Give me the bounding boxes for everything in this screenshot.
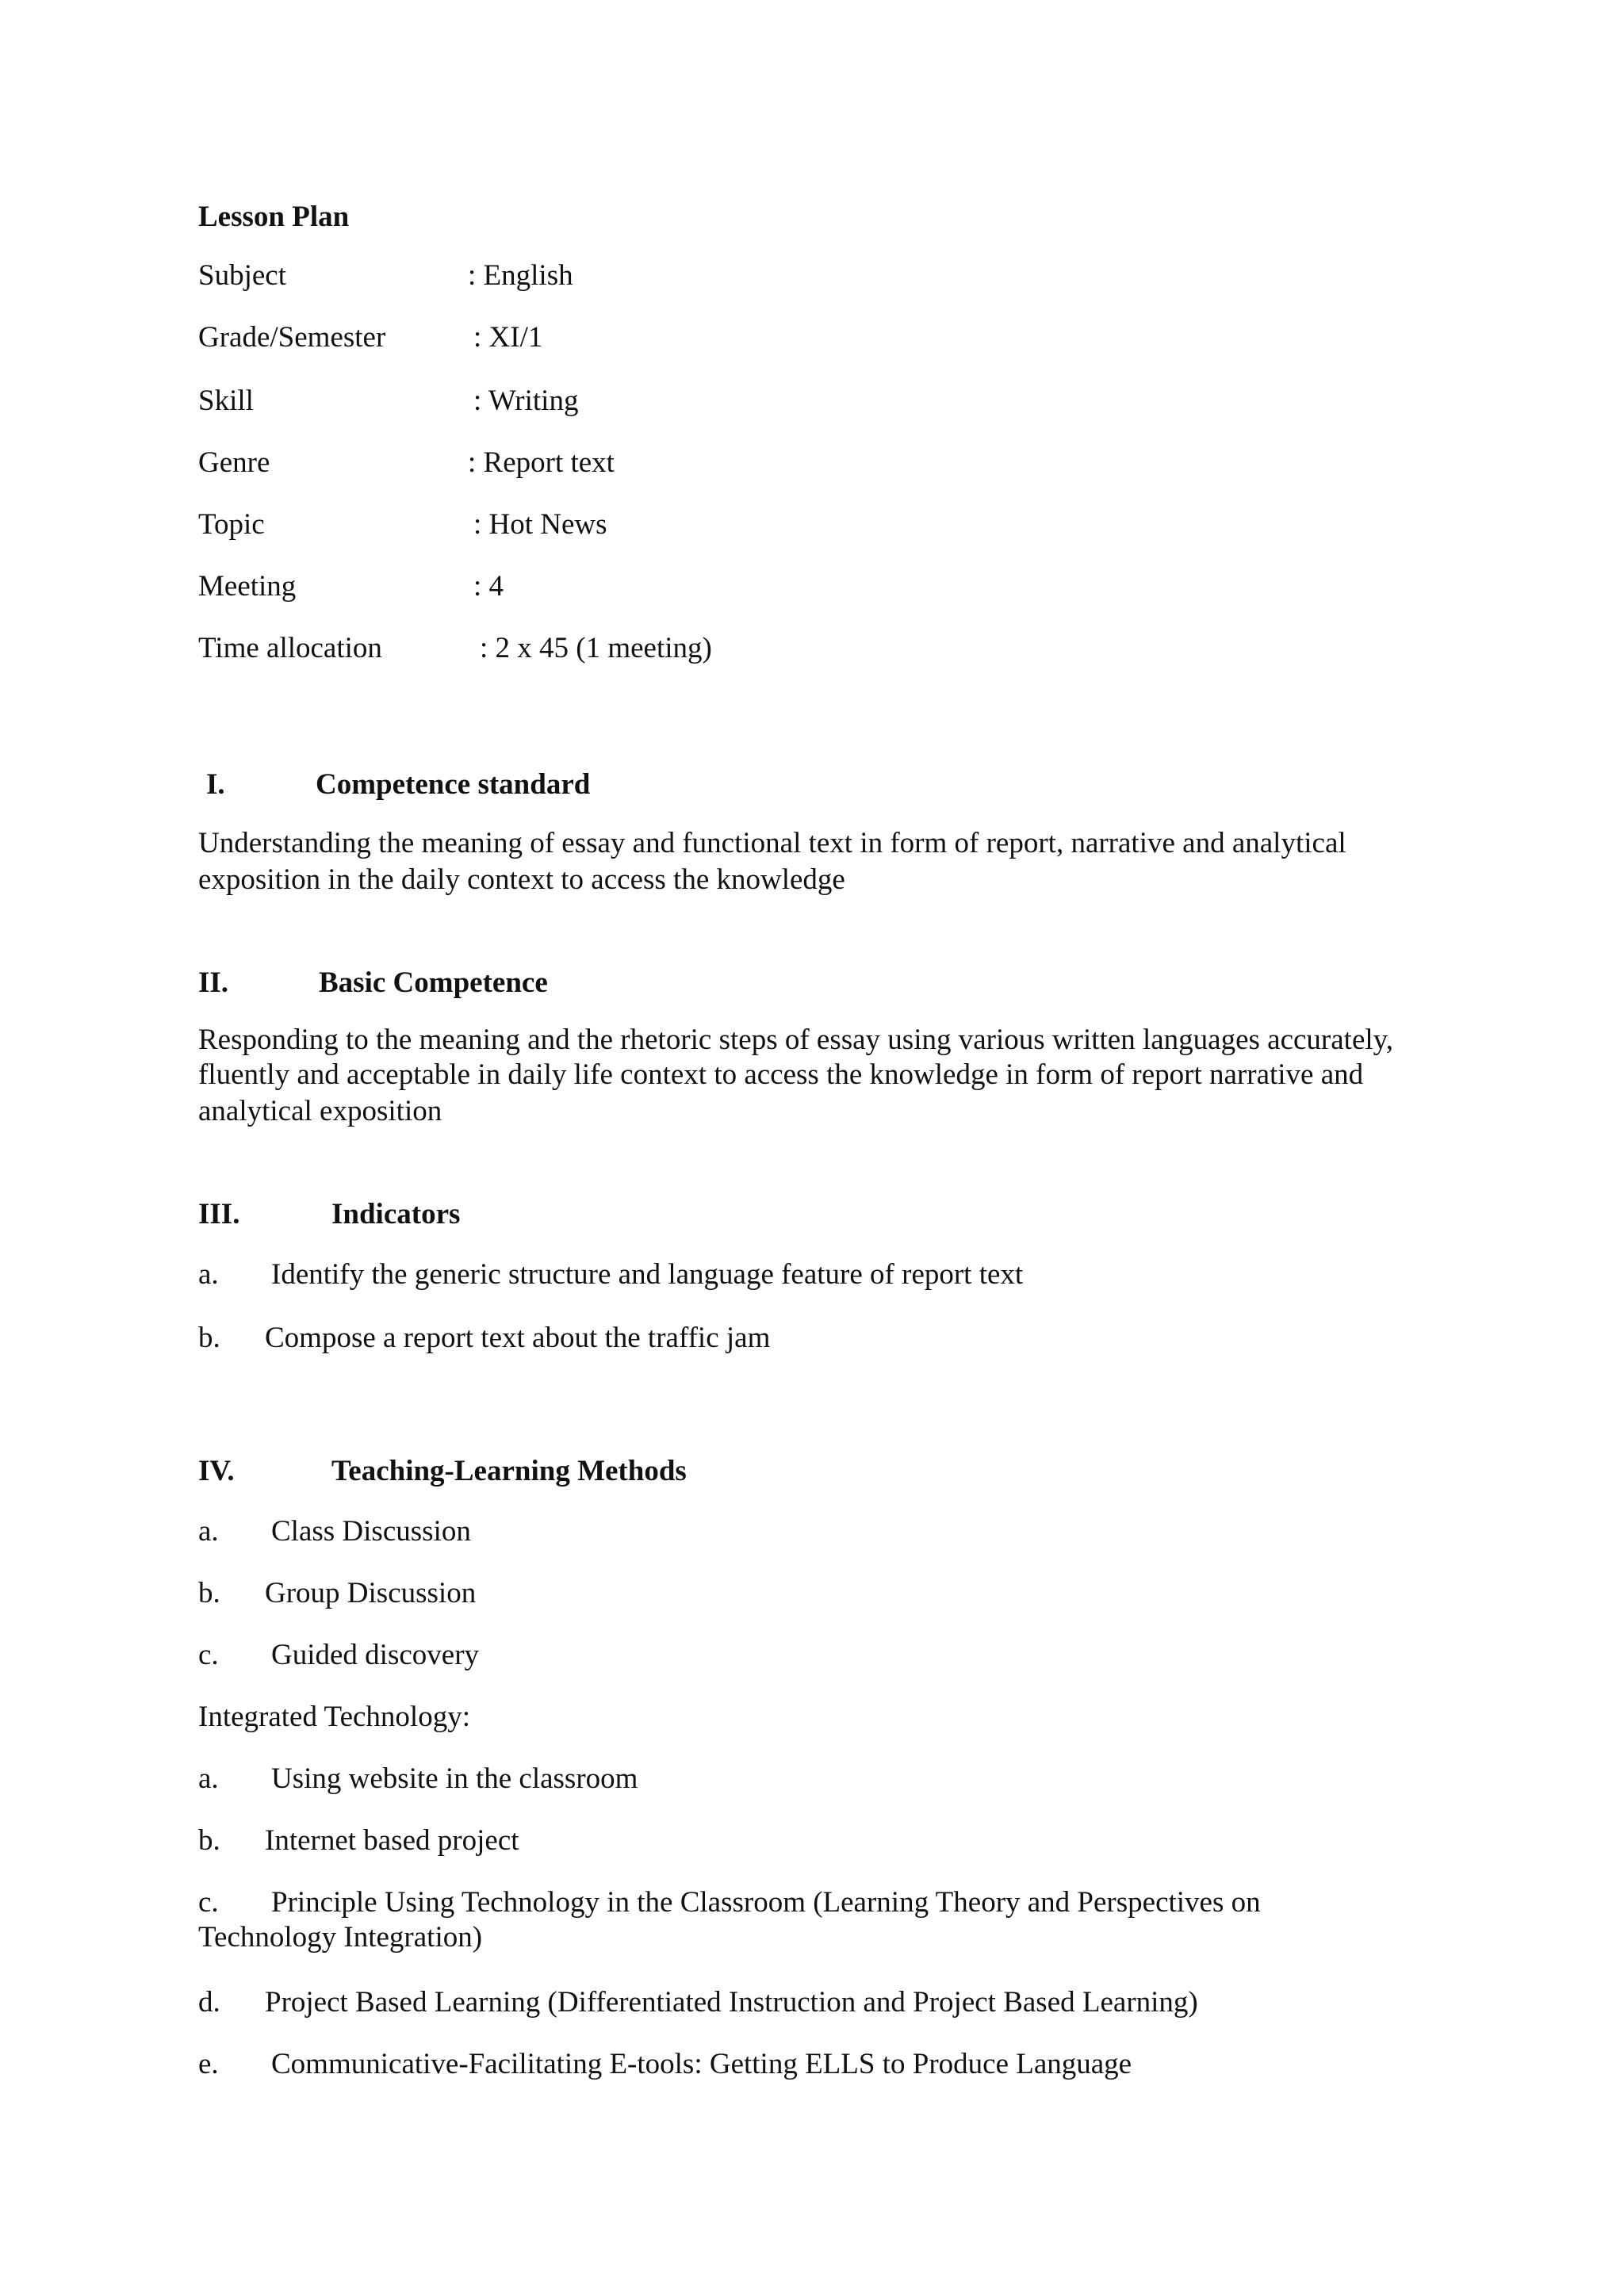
section-2-text-line-2: fluently and acceptable in daily life context to access the knowledge in form of report narrative and xyxy=(198,1058,1364,1091)
meta-value-time-allocation: : 2 x 45 (1 meeting) xyxy=(480,632,712,664)
section-3-heading: Indicators xyxy=(331,1198,461,1230)
document-title: Lesson Plan xyxy=(198,201,350,233)
tech-c-marker: c. xyxy=(198,1886,219,1919)
meta-value-meeting: : 4 xyxy=(473,570,504,603)
integrated-technology-heading: Integrated Technology: xyxy=(198,1701,470,1733)
section-1-heading: Competence standard xyxy=(316,768,591,801)
tech-d-text: Project Based Learning (Differentiated Instruction and Project Based Learning) xyxy=(265,1986,1198,2019)
method-b-text: Group Discussion xyxy=(265,1577,477,1609)
section-2-text-line-3: analytical exposition xyxy=(198,1095,442,1127)
tech-a-text: Using website in the classroom xyxy=(271,1762,638,1795)
section-1-numeral: I. xyxy=(206,768,225,801)
tech-c-continuation: Technology Integration) xyxy=(198,1921,483,1954)
method-c-text: Guided discovery xyxy=(271,1639,480,1671)
tech-e-marker: e. xyxy=(198,2048,219,2080)
section-2-numeral: II. xyxy=(198,966,229,999)
tech-e-text: Communicative-Facilitating E-tools: Getting ELLS to Produce Language xyxy=(271,2048,1132,2080)
method-a-text: Class Discussion xyxy=(271,1515,471,1548)
section-2-text-line-1: Responding to the meaning and the rhetoric steps of essay using various written languages accurately, xyxy=(198,1024,1393,1056)
meta-value-topic: : Hot News xyxy=(473,508,607,541)
meta-label-genre: Genre xyxy=(198,446,270,479)
indicator-a-marker: a. xyxy=(198,1258,219,1291)
meta-value-grade: : XI/1 xyxy=(473,321,543,354)
tech-c-text: Principle Using Technology in the Classroom (Learning Theory and Perspectives on xyxy=(271,1886,1261,1919)
section-3-numeral: III. xyxy=(198,1198,240,1230)
indicator-a-text: Identify the generic structure and language feature of report text xyxy=(271,1258,1024,1291)
method-a-marker: a. xyxy=(198,1515,219,1548)
section-4-numeral: IV. xyxy=(198,1455,235,1487)
meta-label-meeting: Meeting xyxy=(198,570,297,603)
meta-value-skill: : Writing xyxy=(473,385,579,417)
indicator-b-text: Compose a report text about the traffic jam xyxy=(265,1322,771,1354)
meta-value-genre: : Report text xyxy=(468,446,615,479)
meta-label-subject: Subject xyxy=(198,259,286,292)
section-2-heading: Basic Competence xyxy=(319,966,548,999)
method-b-marker: b. xyxy=(198,1577,220,1609)
tech-a-marker: a. xyxy=(198,1762,219,1795)
tech-b-text: Internet based project xyxy=(265,1824,519,1857)
tech-b-marker: b. xyxy=(198,1824,220,1857)
section-4-heading: Teaching-Learning Methods xyxy=(331,1455,687,1487)
meta-label-time-allocation: Time allocation xyxy=(198,632,382,664)
meta-value-subject: : English xyxy=(468,259,573,292)
section-1-text-line-1: Understanding the meaning of essay and functional text in form of report, narrative and analytical xyxy=(198,827,1346,859)
meta-label-skill: Skill xyxy=(198,385,254,417)
section-1-text-line-2: exposition in the daily context to access the knowledge xyxy=(198,863,845,896)
meta-label-grade: Grade/Semester xyxy=(198,321,386,354)
tech-d-marker: d. xyxy=(198,1986,220,2019)
indicator-b-marker: b. xyxy=(198,1322,220,1354)
meta-label-topic: Topic xyxy=(198,508,265,541)
method-c-marker: c. xyxy=(198,1639,219,1671)
